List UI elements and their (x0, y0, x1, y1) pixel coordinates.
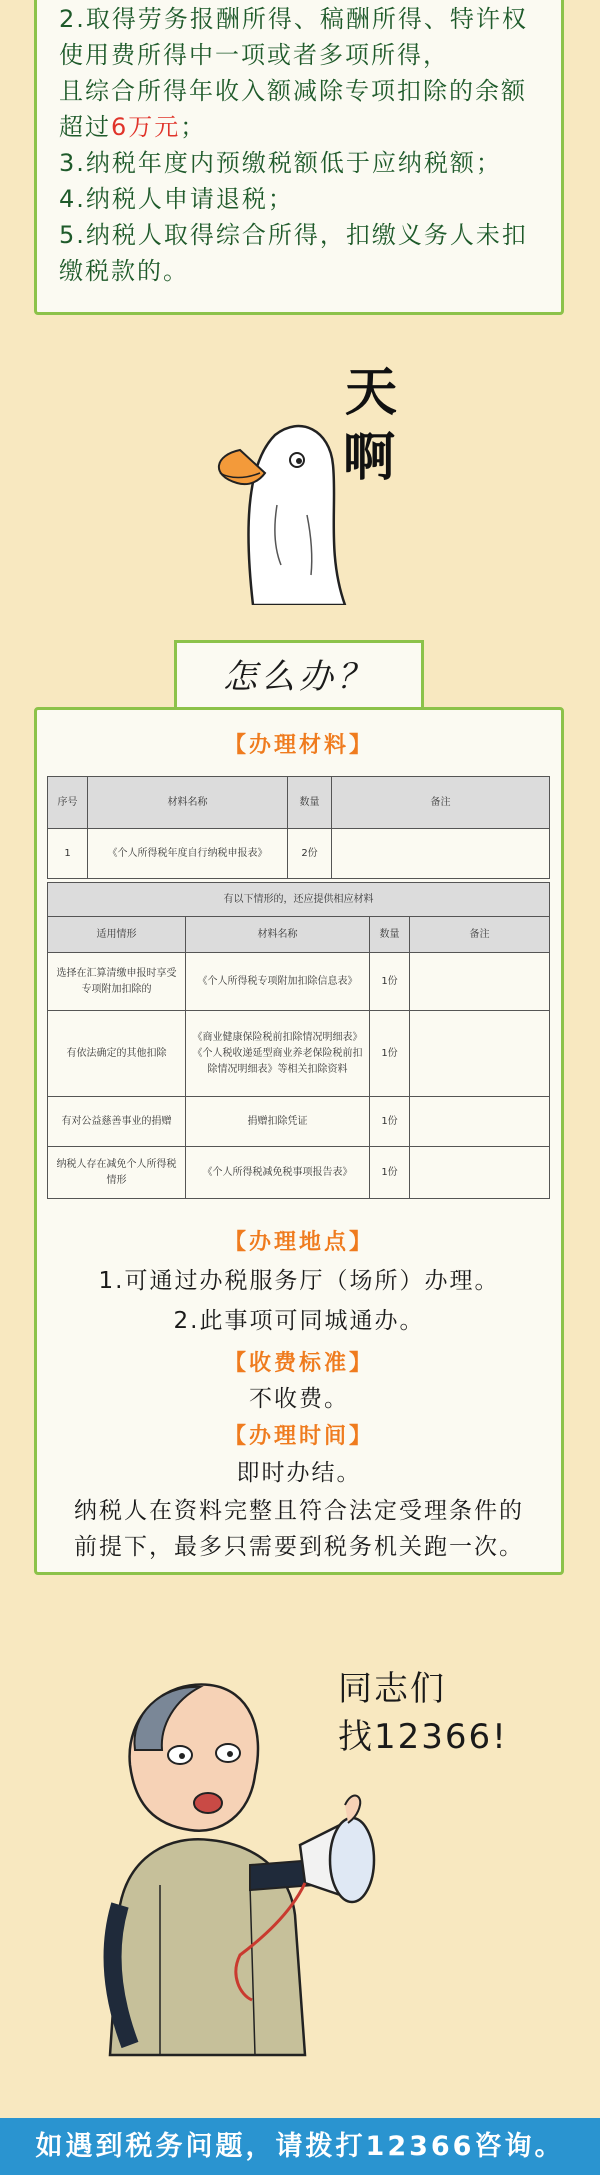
place-line-1: 1.可通过办税服务厅（场所）办理。 (98, 1268, 500, 1294)
materials-title: 【办理材料】 (223, 733, 374, 758)
table-row (48, 1011, 550, 1097)
cell-case: 有依法确定的其他扣除 (48, 1011, 186, 1097)
cell-name: 《个人所得税专项附加扣除信息表》 (186, 953, 370, 1011)
header-no: 序号 (48, 777, 88, 829)
table-row (48, 1147, 550, 1199)
cell-name: 捐赠扣除凭证 (186, 1097, 370, 1147)
cell-note (410, 953, 550, 1011)
cell-case: 有对公益慈善事业的捐赠 (48, 1097, 186, 1147)
call-line-1: 同志们 (338, 1669, 446, 1709)
cell-qty: 1份 (370, 1097, 410, 1147)
cell-qty: 1份 (370, 953, 410, 1011)
cell-qty: 1份 (370, 1147, 410, 1199)
cell-name: 《商业健康保险税前扣除情况明细表》《个人税收递延型商业养老保险税前扣除情况明细表》等相关扣除资料 (186, 1011, 370, 1097)
condition-line: 2.取得劳务报酬所得、稿酬所得、特许权 (59, 5, 528, 33)
header-qty: 数量 (288, 777, 332, 829)
time-title: 【办理时间】 (223, 1424, 374, 1449)
income-threshold: 6万元 (111, 113, 181, 141)
fee-text: 不收费。 (249, 1386, 349, 1412)
time-note-1: 纳税人在资料完整且符合法定受理条件的 (74, 1498, 524, 1524)
header-case: 适用情形 (48, 917, 186, 953)
condition-line: 缴税款的。 (59, 257, 189, 285)
table-row (48, 1097, 550, 1147)
sub-caption: 有以下情形的，还应提供相应材料 (48, 883, 550, 917)
condition-text: 超过 (59, 113, 111, 141)
procedure-box (34, 707, 564, 1575)
time-note-2: 前提下，最多只需要到税务机关跑一次。 (74, 1534, 524, 1560)
table-row (48, 829, 550, 879)
supplementary-table (47, 882, 550, 1199)
table-row (48, 953, 550, 1011)
conditions-box (34, 0, 564, 315)
place-title: 【办理地点】 (223, 1230, 374, 1255)
condition-line: 且综合所得年收入额减除专项扣除的余额 (59, 77, 527, 105)
cell-qty: 1份 (370, 1011, 410, 1097)
condition-text: ； (180, 113, 207, 141)
header-name: 材料名称 (88, 777, 288, 829)
condition-line (59, 109, 541, 145)
how-to-tab: 怎么办？ (174, 640, 424, 712)
cell-qty: 2份 (288, 829, 332, 879)
condition-line: 4.纳税人申请退税； (59, 185, 294, 213)
cell-case: 选择在汇算清缴申报时享受专项附加扣除的 (48, 953, 186, 1011)
place-line-2: 2.此事项可同城通办。 (173, 1308, 425, 1334)
condition-line: 使用费所得中一项或者多项所得， (59, 41, 449, 69)
cell-note (410, 1147, 550, 1199)
cell-no: 1 (48, 829, 88, 879)
call-12366-text (338, 1665, 508, 1761)
header-name: 材料名称 (186, 917, 370, 953)
cell-name: 《个人所得税减免税事项报告表》 (186, 1147, 370, 1199)
cell-note (410, 1011, 550, 1097)
cell-name: 《个人所得税年度自行纳税申报表》 (88, 829, 288, 879)
header-note: 备注 (332, 777, 550, 829)
call-line-2: 找12366! (338, 1717, 508, 1757)
cell-case: 纳税人存在减免个人所得税情形 (48, 1147, 186, 1199)
header-qty: 数量 (370, 917, 410, 953)
condition-line: 5.纳税人取得综合所得，扣缴义务人未扣 (59, 221, 528, 249)
table-header-row (48, 777, 550, 829)
cell-note (410, 1097, 550, 1147)
sub-header-row (48, 917, 550, 953)
condition-line: 3.纳税年度内预缴税额低于应纳税额； (59, 149, 502, 177)
exclaim-tian: 天 (345, 363, 398, 423)
materials-table (47, 776, 550, 879)
header-note: 备注 (410, 917, 550, 953)
time-text: 即时办结。 (236, 1460, 362, 1486)
footer-bar: 如遇到税务问题，请拨打12366咨询。 (0, 2118, 600, 2175)
sub-caption-row (48, 883, 550, 917)
fee-title: 【收费标准】 (223, 1351, 374, 1376)
cell-note (332, 829, 550, 879)
exclaim-a: 啊 (343, 428, 396, 488)
goose-illustration (215, 355, 415, 605)
